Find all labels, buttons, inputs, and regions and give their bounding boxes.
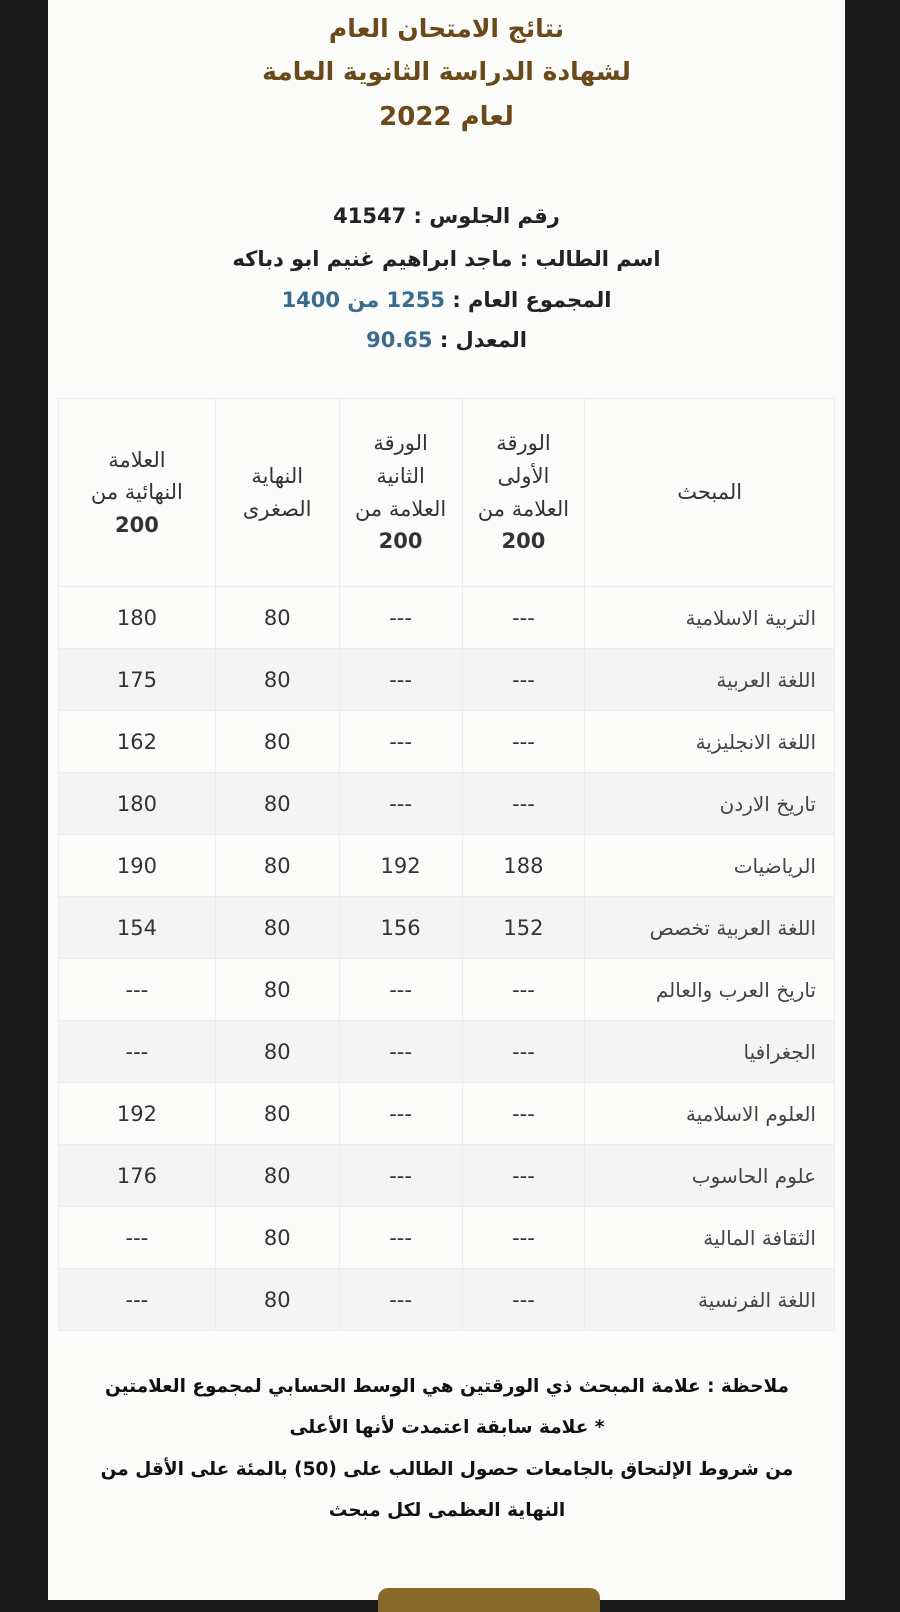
total-value: 1255: [386, 288, 445, 312]
header-paper2: [339, 399, 462, 587]
paper2-cell: ---: [339, 711, 462, 773]
paper1-cell: ---: [462, 773, 585, 835]
paper1-cell: ---: [462, 1021, 585, 1083]
header-final-line1: العلامة: [108, 447, 166, 472]
paper1-cell: ---: [462, 1083, 585, 1145]
table-row: [59, 1269, 835, 1331]
final-cell: 162: [59, 711, 216, 773]
results-body: [59, 587, 835, 1331]
minimum-cell: 80: [215, 1207, 339, 1269]
minimum-cell: 80: [215, 835, 339, 897]
final-cell: 175: [59, 649, 216, 711]
minimum-cell: 80: [215, 649, 339, 711]
paper2-cell: 192: [339, 835, 462, 897]
paper2-cell: ---: [339, 1269, 462, 1331]
minimum-cell: 80: [215, 959, 339, 1021]
header-paper1-line2: الأولى: [497, 463, 550, 488]
average-value: 90.65: [366, 328, 433, 352]
final-cell: ---: [59, 1207, 216, 1269]
table-row: [59, 649, 835, 711]
paper1-cell: ---: [462, 649, 585, 711]
final-cell: ---: [59, 1269, 216, 1331]
final-cell: ---: [59, 959, 216, 1021]
paper2-cell: ---: [339, 649, 462, 711]
subject-cell: اللغة الانجليزية: [585, 711, 835, 773]
paper1-cell: ---: [462, 1145, 585, 1207]
total-of: من: [347, 288, 380, 312]
exam-year: لعام 2022: [379, 102, 514, 132]
page-subtitle: لشهادة الدراسة الثانوية العامة: [262, 57, 631, 86]
minimum-cell: 80: [215, 1083, 339, 1145]
table-row: [59, 959, 835, 1021]
header-subject: المبحث: [585, 399, 835, 587]
paper2-cell: ---: [339, 1083, 462, 1145]
final-cell: 180: [59, 587, 216, 649]
header-paper2-max: 200: [378, 529, 423, 554]
note-line-1: ملاحظة : علامة المبحث ذي الورقتين هي الوسط الحسابي لمجموع العلامتين: [104, 1376, 790, 1397]
table-row: [59, 711, 835, 773]
paper1-cell: 188: [462, 835, 585, 897]
seat-number-label: رقم الجلوس :: [413, 204, 560, 228]
subject-cell: علوم الحاسوب: [585, 1145, 835, 1207]
minimum-cell: 80: [215, 1145, 339, 1207]
header-paper1-line1: الورقة: [496, 431, 551, 456]
table-row: [59, 835, 835, 897]
header-paper1: [462, 399, 585, 587]
header-minimum-line1: النهاية: [251, 463, 304, 488]
header-final-max: 200: [114, 512, 159, 537]
minimum-cell: 80: [215, 897, 339, 959]
paper2-cell: ---: [339, 959, 462, 1021]
subject-cell: اللغة الفرنسية: [585, 1269, 835, 1331]
subject-cell: الرياضيات: [585, 835, 835, 897]
paper2-cell: ---: [339, 1207, 462, 1269]
header-paper2-line2: الثانية: [376, 463, 425, 488]
final-cell: 180: [59, 773, 216, 835]
seat-number-line: [48, 204, 845, 228]
final-cell: 154: [59, 897, 216, 959]
table-row: [59, 1145, 835, 1207]
bottom-action-button[interactable]: [378, 1588, 600, 1612]
table-row: [59, 773, 835, 835]
student-name-line: [48, 247, 845, 271]
subject-cell: تاريخ الاردن: [585, 773, 835, 835]
paper2-cell: ---: [339, 587, 462, 649]
table-row: [59, 897, 835, 959]
subject-cell: العلوم الاسلامية: [585, 1083, 835, 1145]
results-table: [58, 398, 835, 1331]
minimum-cell: 80: [215, 711, 339, 773]
minimum-cell: 80: [215, 773, 339, 835]
student-name-value: ماجد ابراهيم غنيم ابو دباكه: [232, 247, 513, 271]
student-name-label: اسم الطالب :: [519, 247, 661, 271]
final-cell: 190: [59, 835, 216, 897]
total-line: [48, 288, 845, 312]
table-header-row: [59, 399, 835, 587]
average-line: [48, 328, 845, 352]
table-row: [59, 1021, 835, 1083]
header-paper1-line3: العلامة من: [477, 496, 570, 521]
header-final-line2: النهائية من: [90, 480, 183, 505]
minimum-cell: 80: [215, 1021, 339, 1083]
subject-cell: اللغة العربية: [585, 649, 835, 711]
header-paper1-max: 200: [501, 529, 546, 554]
subject-cell: الثقافة المالية: [585, 1207, 835, 1269]
minimum-cell: 80: [215, 1269, 339, 1331]
final-cell: 176: [59, 1145, 216, 1207]
paper1-cell: ---: [462, 1269, 585, 1331]
minimum-cell: 80: [215, 587, 339, 649]
header-final: [59, 399, 216, 587]
subject-cell: تاريخ العرب والعالم: [585, 959, 835, 1021]
paper2-cell: ---: [339, 1145, 462, 1207]
header-paper2-line3: العلامة من: [354, 496, 447, 521]
total-max: 1400: [281, 288, 341, 312]
header-minimum-line2: الصغرى: [242, 496, 312, 521]
paper1-cell: ---: [462, 711, 585, 773]
subject-cell: الجغرافيا: [585, 1021, 835, 1083]
average-label: المعدل :: [439, 328, 527, 352]
final-cell: 192: [59, 1083, 216, 1145]
paper1-cell: ---: [462, 959, 585, 1021]
paper2-cell: ---: [339, 773, 462, 835]
paper1-cell: ---: [462, 587, 585, 649]
page-title: نتائج الامتحان العام: [328, 14, 565, 43]
header-paper2-line1: الورقة: [373, 431, 428, 456]
seat-number-value: 41547: [333, 204, 407, 228]
subject-cell: التربية الاسلامية: [585, 587, 835, 649]
paper1-cell: 152: [462, 897, 585, 959]
header-minimum: [215, 399, 339, 587]
total-label: المجموع العام :: [452, 288, 612, 312]
paper2-cell: 156: [339, 897, 462, 959]
note-line-3: من شروط الإلتحاق بالجامعات حصول الطالب على (50) بالمئة على الأقل من: [100, 1459, 794, 1480]
table-row: [59, 1083, 835, 1145]
table-row: [59, 587, 835, 649]
final-cell: ---: [59, 1021, 216, 1083]
subject-cell: اللغة العربية تخصص: [585, 897, 835, 959]
table-row: [59, 1207, 835, 1269]
results-sheet: [48, 0, 845, 1600]
paper1-cell: ---: [462, 1207, 585, 1269]
paper2-cell: ---: [339, 1021, 462, 1083]
note-line-2: * علامة سابقة اعتمدت لأنها الأعلى: [289, 1417, 605, 1438]
note-line-4: النهاية العظمى لكل مبحث: [328, 1500, 566, 1521]
